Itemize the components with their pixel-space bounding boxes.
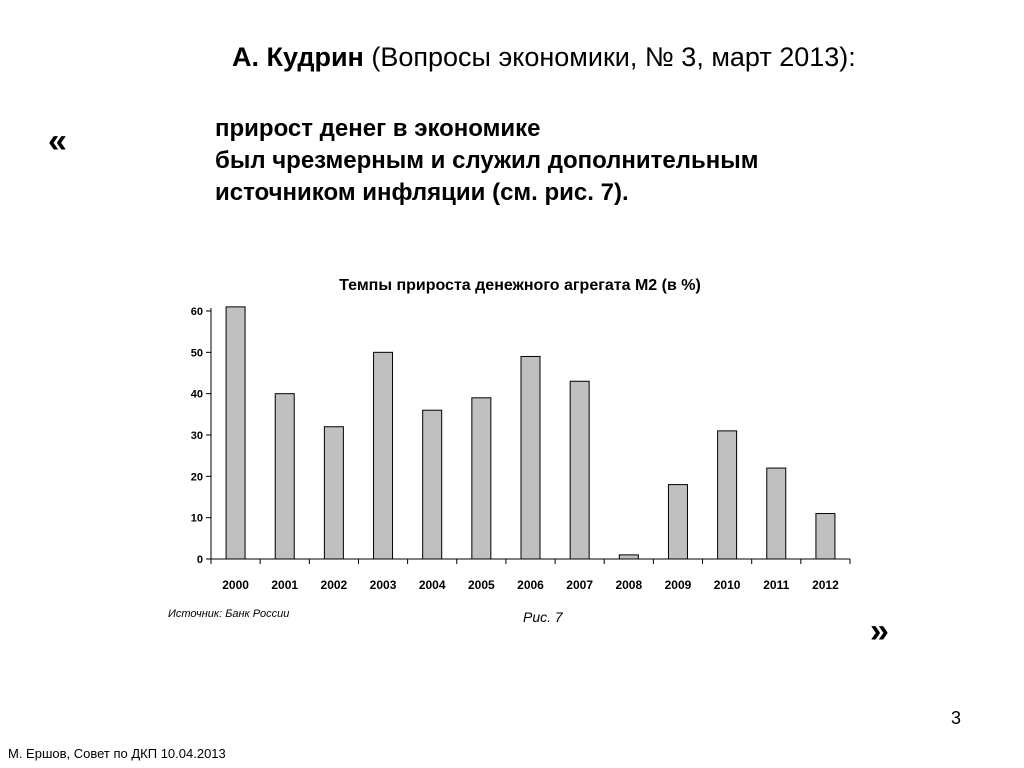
bar: [423, 410, 442, 559]
x-tick-label: 2012: [812, 578, 839, 592]
x-tick-label: 2007: [566, 578, 594, 592]
bar: [226, 307, 245, 559]
bar: [521, 356, 540, 559]
x-tick-label: 2001: [271, 578, 299, 592]
x-tick-label: 2003: [369, 578, 397, 592]
y-tick-label: 60: [190, 306, 203, 318]
bar: [570, 381, 589, 559]
x-tick-label: 2005: [467, 578, 495, 592]
quote-line: прирост денег в экономике: [215, 115, 541, 142]
y-tick-label: 50: [190, 347, 203, 360]
bar: [816, 514, 835, 559]
quote-open-mark: «: [48, 122, 67, 160]
x-tick-label: 2002: [320, 578, 348, 592]
bar: [619, 555, 638, 559]
x-tick-label: 2004: [418, 578, 446, 592]
author-name: А. Кудрин: [232, 42, 364, 72]
y-tick-label: 10: [190, 512, 203, 525]
bar: [374, 352, 393, 559]
quote-line: был чрезмерным и служил дополнительным: [215, 147, 759, 174]
bar: [767, 468, 786, 559]
bar: [668, 485, 687, 559]
quote-close-mark: »: [870, 612, 889, 650]
y-tick-label: 20: [190, 471, 203, 484]
y-tick-label: 30: [190, 430, 203, 442]
x-tick-label: 2008: [615, 578, 643, 592]
source-note: Источник: Банк России: [168, 608, 290, 620]
y-tick-label: 40: [190, 388, 203, 401]
chart-title: Темпы прироста денежного агрегата М2 (в %): [339, 277, 701, 294]
footer-text: М. Ершов, Совет по ДКП 10.04.2013: [8, 746, 226, 761]
x-tick-label: 2000: [222, 578, 249, 592]
citation: (Вопросы экономики, № 3, март 2013):: [371, 42, 856, 72]
x-tick-label: 2009: [664, 578, 692, 592]
x-tick-label: 2010: [713, 578, 741, 592]
bar: [718, 431, 737, 559]
bar: [472, 398, 491, 559]
quote-line: источником инфляции (см. рис. 7).: [215, 179, 629, 206]
x-tick-label: 2006: [517, 578, 544, 592]
bar: [324, 427, 343, 559]
page-number: 3: [951, 708, 962, 728]
x-tick-label: 2011: [763, 578, 790, 592]
bar: [275, 394, 294, 559]
y-tick-label: 0: [196, 554, 203, 566]
figure-label: Рис. 7: [523, 609, 563, 625]
